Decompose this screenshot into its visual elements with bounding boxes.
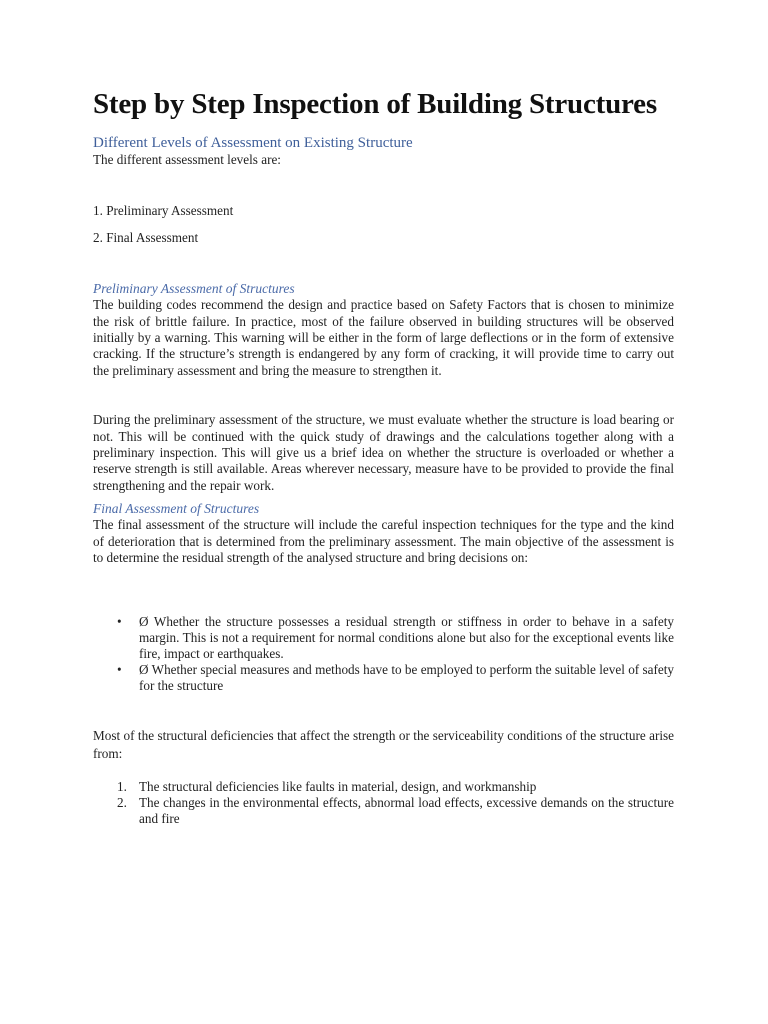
section-heading-preliminary: Preliminary Assessment of Structures bbox=[93, 281, 295, 297]
preliminary-paragraph-2: During the preliminary assessment of the structure, we must evaluate whether the structure is load bearing or not. This will be continued with the quick study of drawings and the calculations together along with a preliminary inspection. This will give us a brief idea on whether the structure is overloaded or whether a reserve strength is still available. Areas wherever necessary, measure have to be provided to provide the final strengthening and the repair work. bbox=[93, 412, 674, 493]
final-paragraph-1: The final assessment of the structure will include the careful inspection techniques for the type and the kind of deterioration that is determined from the preliminary assessment. The main objective of the assessment is to determine the residual strength of the analysed structure and bring decisions on: bbox=[93, 517, 674, 566]
list-item bbox=[93, 662, 674, 694]
list-item bbox=[93, 614, 674, 662]
list-item bbox=[93, 795, 674, 827]
list-item-text: Ø Whether special measures and methods have to be employed to perform the suitable level of safety for the structure bbox=[139, 661, 674, 693]
list-item-text: Ø Whether the structure possesses a residual strength or stiffness in order to behave in a safety margin. This is not a requirement for normal conditions alone but also for the exceptional events like fire, impact or earthquakes. bbox=[139, 613, 674, 661]
page-title: Step by Step Inspection of Building Structures bbox=[93, 88, 657, 120]
final-paragraph-2: Most of the structural deficiencies that affect the strength or the serviceability conditions of the structure arise from: bbox=[93, 727, 674, 761]
bullet-icon: • bbox=[117, 613, 122, 629]
list-item bbox=[93, 779, 674, 795]
list-number: 1. bbox=[117, 778, 127, 794]
preliminary-paragraph-1: The building codes recommend the design and practice based on Safety Factors that is chosen to minimize the risk of brittle failure. In practice, most of the failure observed in building structures will be observed initially by a warning. This warning will be either in the form of large deflections or in the form of extensive cracking. If the structure’s strength is endangered by any form of cracking, it will provide time to carry out the preliminary assessment and bring the measure to strengthen it. bbox=[93, 297, 674, 378]
document-page bbox=[93, 88, 674, 827]
list-number: 2. bbox=[117, 794, 127, 810]
list-item-text: The structural deficiencies like faults in material, design, and workmanship bbox=[139, 778, 537, 794]
decision-list bbox=[93, 614, 674, 694]
assessment-levels-intro: The different assessment levels are: bbox=[93, 152, 281, 167]
list-item-text: The changes in the environmental effects, abnormal load effects, excessive demands on the structure and fire bbox=[139, 794, 674, 826]
section-heading-final: Final Assessment of Structures bbox=[93, 501, 260, 517]
level-item-final: 2. Final Assessment bbox=[93, 229, 199, 245]
level-item-preliminary: 1. Preliminary Assessment bbox=[93, 203, 234, 219]
causes-list bbox=[93, 779, 674, 827]
bullet-icon: • bbox=[117, 661, 122, 677]
section-heading-assessment-levels: Different Levels of Assessment on Existing Structure bbox=[93, 135, 413, 151]
